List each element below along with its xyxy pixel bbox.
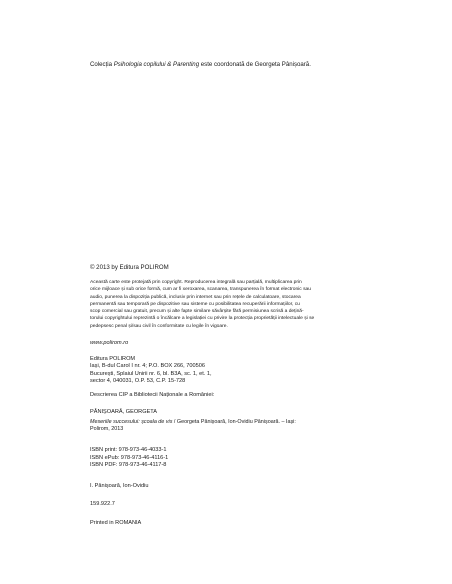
cip-classification: 159.922.7 bbox=[90, 501, 115, 507]
legal-notice-line: orice mijloace și sub orice formă, cum ar fi xeroxarea, scanarea, transpunerea în format electronic sau bbox=[90, 287, 311, 293]
isbn-pdf: ISBN PDF: 978-973-46-4117-8 bbox=[90, 462, 167, 469]
isbn-epub: ISBN ePub: 978-973-46-4116-1 bbox=[90, 454, 169, 461]
legal-notice-line: scop comercial sau gratuit, precum și alte fapte similare săvârșite fără permisiunea scrisă a dețină- bbox=[90, 309, 304, 315]
cip-heading: Descrierea CIP a Bibliotecii Naționale a României: bbox=[90, 392, 215, 398]
cip-added-entry: I. Pânișoară, Ion-Ovidiu bbox=[90, 483, 149, 489]
legal-notice-line: pedepsesc penal și/sau civil în conformitate cu legile în vigoare. bbox=[90, 323, 228, 329]
cip-title-block bbox=[90, 419, 370, 434]
legal-notice-line: torului copyrightului reprezintă o încălcare a legislației cu privire la protecția proprietății intelectuale și se bbox=[90, 316, 315, 322]
copyright-line: © 2013 by Editura POLIROM bbox=[90, 264, 169, 271]
publisher-name: Editura POLIROM bbox=[90, 356, 136, 362]
cip-title-line bbox=[90, 419, 370, 426]
series-name: Psihologia copilului & Parenting bbox=[113, 61, 200, 68]
publisher-address-line: sector 4, 040031, O.P. 53, C.P. 15-728 bbox=[90, 378, 186, 385]
publisher-block bbox=[90, 356, 370, 386]
publisher-address-line: Iași, B-dul Carol I nr. 4; P.O. BOX 266, 700506 bbox=[90, 363, 205, 370]
printed-in: Printed in ROMANIA bbox=[90, 520, 142, 526]
isbn-print: ISBN print: 978-973-46-4033-1 bbox=[90, 447, 167, 453]
cip-book-title: Meseriile succesului: școala de vis bbox=[90, 419, 173, 425]
series-note bbox=[90, 61, 370, 68]
publisher-address-line: București, Splaiul Unirii nr. 6, bl. B3A, sc. 1, et. 1, bbox=[90, 370, 212, 377]
publisher-website: www.polirom.ro bbox=[90, 340, 129, 346]
legal-notice-line: audio, punerea la dispoziția publică, inclusiv prin internet sau prin rețele de calculatoare, stocarea bbox=[90, 294, 301, 300]
series-note-prefix: Colecția bbox=[90, 61, 114, 68]
isbn-list bbox=[90, 447, 370, 470]
cip-imprint: Polirom, 2013 bbox=[90, 426, 124, 433]
series-note-suffix: este coordonată de Georgeta Pânișoară. bbox=[199, 61, 311, 68]
cip-author: PÂNIȘOARĂ, GEORGETA bbox=[90, 409, 158, 415]
legal-notice bbox=[90, 279, 370, 330]
legal-notice-line: permanentă sau temporară pe dispozitive sau sisteme cu posibilitatea recuperării informațiilor, cu bbox=[90, 301, 300, 307]
legal-notice-line: Această carte este protejată prin copyright. Reproducerea integrală sau parțială, multiplicarea prin bbox=[90, 280, 302, 285]
cip-responsibility: / Georgeta Pânișoară, Ion-Ovidiu Pânișoară. – Iași: bbox=[172, 419, 296, 425]
